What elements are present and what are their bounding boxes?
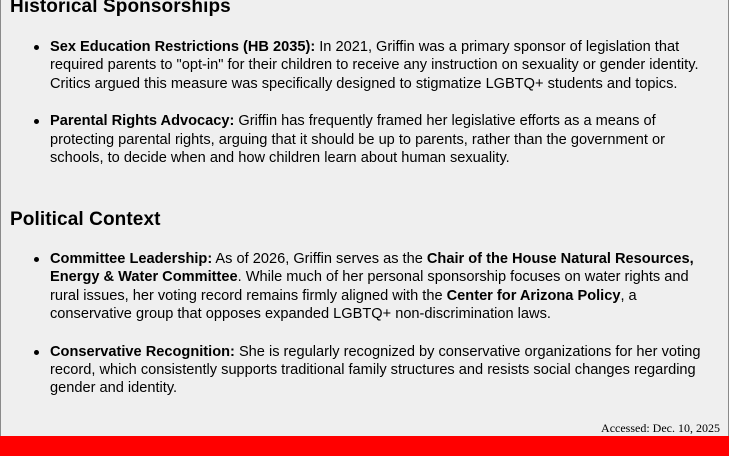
bullet-icon	[34, 45, 39, 50]
list-item-conservative-recognition	[1, 343, 728, 398]
item-text: , a conservative group that opposes expanded LGBTQ+ non-discrimination laws.	[50, 287, 637, 323]
list-item-committee-leadership	[1, 250, 728, 324]
item-label: Sex Education Restrictions (HB 2035):	[50, 39, 316, 55]
item-label: Parental Rights Advocacy:	[50, 113, 235, 130]
list-item-sex-education	[1, 38, 728, 93]
political-context-list	[1, 250, 728, 417]
item-text: As of 2026, Griffin serves as the	[212, 251, 427, 267]
organization-name: Center for Arizona Policy	[446, 287, 621, 304]
historical-sponsorships-list	[1, 38, 728, 186]
footer-bar	[0, 436, 729, 456]
section-heading-historical-sponsorships: Historical Sponsorships	[10, 0, 231, 17]
item-text: . While much of her personal sponsorship focuses on water rights and rural issues, her voting record remains firmly aligned with the	[50, 269, 689, 304]
bullet-icon	[34, 257, 39, 262]
item-text: In 2021, Griffin was a primary sponsor of legislation that required parents to "opt-in" for their children to receive any instruction on sexuality or gender identity. Critics argued this measure was specifically designed to stigmatize LGBTQ+ students and topics.	[50, 39, 699, 92]
accessed-date: Accessed: Dec. 10, 2025	[601, 421, 720, 435]
item-text: She is regularly recognized by conservative organizations for her voting record, which consistently supports traditional family structures and resists social changes regarding gender and identity.	[50, 343, 701, 397]
list-item-parental-rights	[1, 112, 728, 167]
bullet-icon	[34, 119, 39, 124]
committee-name: Chair of the House Natural Resources, Energy & Water Committee	[50, 251, 694, 286]
item-text: Griffin has frequently framed her legislative efforts as a means of protecting parental rights, arguing that it should be up to parents, rather than the government or schools, to decide when and how children learn about human sexuality.	[50, 113, 665, 167]
item-label: Committee Leadership:	[50, 251, 213, 267]
section-heading-political-context: Political Context	[10, 209, 161, 230]
document-page	[1, 0, 728, 436]
bullet-icon	[34, 350, 39, 355]
item-label: Conservative Recognition:	[50, 343, 235, 360]
